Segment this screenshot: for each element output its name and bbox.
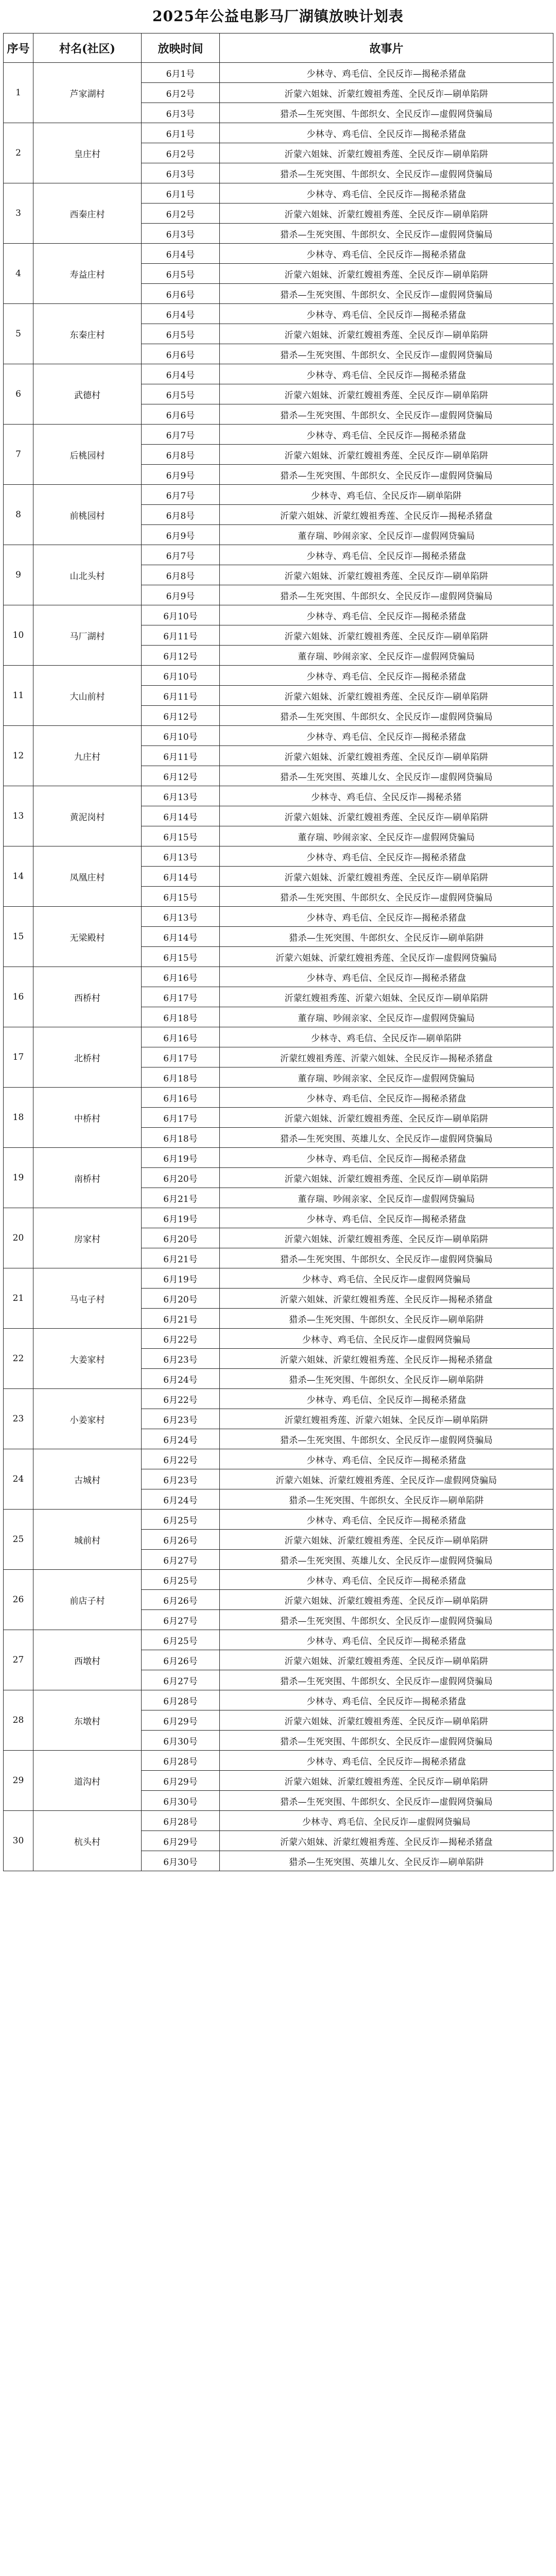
date-cell: 6月1号: [142, 63, 220, 83]
village-cell: 小姜家村: [33, 1389, 142, 1449]
film-cell: 董存瑞、吵闹亲家、全民反诈—虚假网贷骗局: [220, 826, 553, 846]
date-cell: 6月9号: [142, 585, 220, 605]
date-cell: 6月29号: [142, 1710, 220, 1731]
table-row: [4, 1630, 553, 1650]
date-cell: 6月20号: [142, 1168, 220, 1188]
village-cell: 马厂湖村: [33, 605, 142, 666]
film-cell: 少林寺、鸡毛信、全民反诈—揭秘杀猪盘: [220, 1449, 553, 1469]
village-cell: 杭头村: [33, 1811, 142, 1871]
film-cell: 董存瑞、吵闹亲家、全民反诈—虚假网贷骗局: [220, 1067, 553, 1088]
date-cell: 6月22号: [142, 1329, 220, 1349]
table-body: [4, 63, 553, 1871]
seq-cell: 23: [4, 1389, 33, 1449]
table-row: [4, 846, 553, 867]
film-cell: 沂蒙六姐妹、沂蒙红嫂祖秀莲、全民反诈—刷单陷阱: [220, 565, 553, 585]
table-row: [4, 1751, 553, 1771]
village-cell: 房家村: [33, 1208, 142, 1268]
date-cell: 6月21号: [142, 1309, 220, 1329]
table-row: [4, 666, 553, 686]
date-cell: 6月4号: [142, 244, 220, 264]
date-cell: 6月26号: [142, 1590, 220, 1610]
date-cell: 6月10号: [142, 605, 220, 625]
date-cell: 6月4号: [142, 304, 220, 324]
seq-cell: 18: [4, 1088, 33, 1148]
film-cell: 董存瑞、吵闹亲家、全民反诈—虚假网贷骗局: [220, 525, 553, 545]
date-cell: 6月23号: [142, 1469, 220, 1489]
table-row: [4, 1088, 553, 1108]
document-title: 2025年公益电影马厂湖镇放映计划表: [152, 8, 404, 25]
date-cell: 6月4号: [142, 364, 220, 384]
date-cell: 6月27号: [142, 1550, 220, 1570]
village-cell: 凤凰庄村: [33, 846, 142, 907]
table-row: [4, 1811, 553, 1831]
date-cell: 6月1号: [142, 123, 220, 143]
date-cell: 6月22号: [142, 1389, 220, 1409]
seq-cell: 27: [4, 1630, 33, 1690]
film-cell: 少林寺、鸡毛信、全民反诈—揭秘杀猪盘: [220, 1630, 553, 1650]
film-cell: 沂蒙六姐妹、沂蒙红嫂祖秀莲、全民反诈—刷单陷阱: [220, 1168, 553, 1188]
film-cell: 猎杀—生死突围、牛郎织女、全民反诈—虚假网贷骗局: [220, 1670, 553, 1690]
village-cell: 寿益庄村: [33, 244, 142, 304]
film-cell: 少林寺、鸡毛信、全民反诈—揭秘杀猪盘: [220, 666, 553, 686]
village-cell: 黄泥岗村: [33, 786, 142, 846]
table-header-row: [4, 33, 553, 63]
film-cell: 少林寺、鸡毛信、全民反诈—揭秘杀猪: [220, 786, 553, 806]
date-cell: 6月11号: [142, 625, 220, 646]
village-cell: 无梁殿村: [33, 907, 142, 967]
village-cell: 东墩村: [33, 1690, 142, 1751]
seq-cell: 3: [4, 183, 33, 244]
seq-cell: 19: [4, 1148, 33, 1208]
date-cell: 6月6号: [142, 404, 220, 425]
date-cell: 6月29号: [142, 1771, 220, 1791]
film-cell: 少林寺、鸡毛信、全民反诈—揭秘杀猪盘: [220, 1148, 553, 1168]
film-cell: 沂蒙六姐妹、沂蒙红嫂祖秀莲、全民反诈—刷单陷阱: [220, 867, 553, 887]
date-cell: 6月25号: [142, 1510, 220, 1530]
village-cell: 山北头村: [33, 545, 142, 605]
date-cell: 6月2号: [142, 83, 220, 103]
seq-cell: 16: [4, 967, 33, 1027]
film-cell: 猎杀—生死突围、牛郎织女、全民反诈—虚假网贷骗局: [220, 163, 553, 183]
seq-cell: 12: [4, 726, 33, 786]
date-cell: 6月5号: [142, 264, 220, 284]
film-cell: 沂蒙六姐妹、沂蒙红嫂祖秀莲、全民反诈—揭秘杀猪盘: [220, 1831, 553, 1851]
schedule-table: [3, 33, 553, 1871]
film-cell: 少林寺、鸡毛信、全民反诈—揭秘杀猪盘: [220, 726, 553, 746]
date-cell: 6月18号: [142, 1007, 220, 1027]
film-cell: 董存瑞、吵闹亲家、全民反诈—虚假网贷骗局: [220, 646, 553, 666]
film-cell: 猎杀—生死突围、牛郎织女、全民反诈—虚假网贷骗局: [220, 706, 553, 726]
seq-cell: 20: [4, 1208, 33, 1268]
village-cell: 大山前村: [33, 666, 142, 726]
date-cell: 6月7号: [142, 545, 220, 565]
date-cell: 6月13号: [142, 786, 220, 806]
date-cell: 6月11号: [142, 746, 220, 766]
film-cell: 沂蒙红嫂祖秀莲、沂蒙六姐妹、全民反诈—刷单陷阱: [220, 1409, 553, 1429]
film-cell: 少林寺、鸡毛信、全民反诈—虚假网贷骗局: [220, 1329, 553, 1349]
table-row: [4, 967, 553, 987]
film-cell: 少林寺、鸡毛信、全民反诈—虚假网贷骗局: [220, 1268, 553, 1289]
film-cell: 猎杀—生死突围、牛郎织女、全民反诈—刷单陷阱: [220, 927, 553, 947]
date-cell: 6月16号: [142, 1027, 220, 1047]
film-cell: 猎杀—生死突围、牛郎织女、全民反诈—虚假网贷骗局: [220, 465, 553, 485]
date-cell: 6月27号: [142, 1670, 220, 1690]
date-cell: 6月24号: [142, 1429, 220, 1449]
seq-cell: 28: [4, 1690, 33, 1751]
date-cell: 6月24号: [142, 1369, 220, 1389]
date-cell: 6月30号: [142, 1731, 220, 1751]
film-cell: 沂蒙六姐妹、沂蒙红嫂祖秀莲、全民反诈—虚假网贷骗局: [220, 1469, 553, 1489]
date-cell: 6月2号: [142, 204, 220, 224]
film-cell: 少林寺、鸡毛信、全民反诈—揭秘杀猪盘: [220, 1389, 553, 1409]
village-cell: 前店子村: [33, 1570, 142, 1630]
table-row: [4, 1268, 553, 1289]
film-cell: 少林寺、鸡毛信、全民反诈—虚假网贷骗局: [220, 1811, 553, 1831]
date-cell: 6月17号: [142, 1108, 220, 1128]
date-cell: 6月29号: [142, 1831, 220, 1851]
film-cell: 猎杀—生死突围、牛郎织女、全民反诈—刷单陷阱: [220, 1369, 553, 1389]
seq-cell: 2: [4, 123, 33, 183]
date-cell: 6月9号: [142, 525, 220, 545]
film-cell: 沂蒙六姐妹、沂蒙红嫂祖秀莲、全民反诈—刷单陷阱: [220, 1590, 553, 1610]
date-cell: 6月22号: [142, 1449, 220, 1469]
date-cell: 6月26号: [142, 1650, 220, 1670]
table-row: [4, 545, 553, 565]
table-row: [4, 485, 553, 505]
film-cell: 沂蒙红嫂祖秀莲、沂蒙六姐妹、全民反诈—揭秘杀猪盘: [220, 1047, 553, 1067]
seq-cell: 10: [4, 605, 33, 666]
seq-cell: 26: [4, 1570, 33, 1630]
date-cell: 6月8号: [142, 505, 220, 525]
film-cell: 少林寺、鸡毛信、全民反诈—揭秘杀猪盘: [220, 1751, 553, 1771]
village-cell: 芦家湖村: [33, 63, 142, 123]
date-cell: 6月12号: [142, 706, 220, 726]
film-cell: 少林寺、鸡毛信、全民反诈—揭秘杀猪盘: [220, 123, 553, 143]
date-cell: 6月17号: [142, 1047, 220, 1067]
film-cell: 猎杀—生死突围、牛郎织女、全民反诈—虚假网贷骗局: [220, 1429, 553, 1449]
table-row: [4, 726, 553, 746]
seq-cell: 7: [4, 425, 33, 485]
date-cell: 6月24号: [142, 1489, 220, 1510]
date-cell: 6月7号: [142, 485, 220, 505]
table-row: [4, 907, 553, 927]
date-cell: 6月25号: [142, 1570, 220, 1590]
film-cell: 沂蒙六姐妹、沂蒙红嫂祖秀莲、全民反诈—刷单陷阱: [220, 1650, 553, 1670]
film-cell: 沂蒙六姐妹、沂蒙红嫂祖秀莲、全民反诈—刷单陷阱: [220, 806, 553, 826]
date-cell: 6月13号: [142, 846, 220, 867]
film-cell: 沂蒙六姐妹、沂蒙红嫂祖秀莲、全民反诈—揭秘杀猪盘: [220, 1349, 553, 1369]
date-cell: 6月5号: [142, 324, 220, 344]
table-row: [4, 1449, 553, 1469]
table-row: [4, 605, 553, 625]
film-cell: 猎杀—生死突围、牛郎织女、全民反诈—虚假网贷骗局: [220, 404, 553, 425]
date-cell: 6月30号: [142, 1851, 220, 1871]
film-cell: 少林寺、鸡毛信、全民反诈—揭秘杀猪盘: [220, 364, 553, 384]
header-time: 放映时间: [142, 33, 220, 63]
village-cell: 前桃园村: [33, 485, 142, 545]
date-cell: 6月3号: [142, 103, 220, 123]
date-cell: 6月15号: [142, 947, 220, 967]
film-cell: 沂蒙六姐妹、沂蒙红嫂祖秀莲、全民反诈—揭秘杀猪盘: [220, 505, 553, 525]
seq-cell: 25: [4, 1510, 33, 1570]
film-cell: 少林寺、鸡毛信、全民反诈—揭秘杀猪盘: [220, 1088, 553, 1108]
film-cell: 少林寺、鸡毛信、全民反诈—揭秘杀猪盘: [220, 244, 553, 264]
film-cell: 少林寺、鸡毛信、全民反诈—揭秘杀猪盘: [220, 183, 553, 204]
date-cell: 6月26号: [142, 1530, 220, 1550]
village-cell: 西桥村: [33, 967, 142, 1027]
date-cell: 6月15号: [142, 887, 220, 907]
date-cell: 6月12号: [142, 646, 220, 666]
film-cell: 沂蒙六姐妹、沂蒙红嫂祖秀莲、全民反诈—刷单陷阱: [220, 1530, 553, 1550]
village-cell: 马屯子村: [33, 1268, 142, 1329]
film-cell: 猎杀—生死突围、牛郎织女、全民反诈—虚假网贷骗局: [220, 103, 553, 123]
film-cell: 沂蒙六姐妹、沂蒙红嫂祖秀莲、全民反诈—刷单陷阱: [220, 1771, 553, 1791]
date-cell: 6月23号: [142, 1349, 220, 1369]
film-cell: 猎杀—生死突围、牛郎织女、全民反诈—虚假网贷骗局: [220, 1791, 553, 1811]
film-cell: 猎杀—生死突围、英雄儿女、全民反诈—虚假网贷骗局: [220, 1128, 553, 1148]
seq-cell: 6: [4, 364, 33, 425]
date-cell: 6月18号: [142, 1067, 220, 1088]
film-cell: 董存瑞、吵闹亲家、全民反诈—虚假网贷骗局: [220, 1188, 553, 1208]
village-cell: 道沟村: [33, 1751, 142, 1811]
village-cell: 大姜家村: [33, 1329, 142, 1389]
film-cell: 少林寺、鸡毛信、全民反诈—揭秘杀猪盘: [220, 1208, 553, 1228]
date-cell: 6月27号: [142, 1610, 220, 1630]
film-cell: 少林寺、鸡毛信、全民反诈—揭秘杀猪盘: [220, 846, 553, 867]
film-cell: 沂蒙六姐妹、沂蒙红嫂祖秀莲、全民反诈—刷单陷阱: [220, 324, 553, 344]
film-cell: 猎杀—生死突围、牛郎织女、全民反诈—虚假网贷骗局: [220, 224, 553, 244]
film-cell: 沂蒙六姐妹、沂蒙红嫂祖秀莲、全民反诈—刷单陷阱: [220, 1108, 553, 1128]
film-cell: 猎杀—生死突围、牛郎织女、全民反诈—虚假网贷骗局: [220, 344, 553, 364]
date-cell: 6月10号: [142, 666, 220, 686]
seq-cell: 30: [4, 1811, 33, 1871]
date-cell: 6月2号: [142, 143, 220, 163]
film-cell: 少林寺、鸡毛信、全民反诈—揭秘杀猪盘: [220, 1690, 553, 1710]
village-cell: 城前村: [33, 1510, 142, 1570]
seq-cell: 13: [4, 786, 33, 846]
date-cell: 6月20号: [142, 1289, 220, 1309]
film-cell: 少林寺、鸡毛信、全民反诈—揭秘杀猪盘: [220, 967, 553, 987]
date-cell: 6月28号: [142, 1811, 220, 1831]
film-cell: 沂蒙六姐妹、沂蒙红嫂祖秀莲、全民反诈—刷单陷阱: [220, 384, 553, 404]
date-cell: 6月15号: [142, 826, 220, 846]
village-cell: 北桥村: [33, 1027, 142, 1088]
seq-cell: 9: [4, 545, 33, 605]
date-cell: 6月18号: [142, 1128, 220, 1148]
date-cell: 6月17号: [142, 987, 220, 1007]
seq-cell: 24: [4, 1449, 33, 1510]
film-cell: 猎杀—生死突围、牛郎织女、全民反诈—虚假网贷骗局: [220, 1731, 553, 1751]
date-cell: 6月10号: [142, 726, 220, 746]
village-cell: 九庄村: [33, 726, 142, 786]
table-row: [4, 1027, 553, 1047]
film-cell: 猎杀—生死突围、英雄儿女、全民反诈—刷单陷阱: [220, 1851, 553, 1871]
village-cell: 古城村: [33, 1449, 142, 1510]
table-row: [4, 183, 553, 204]
date-cell: 6月19号: [142, 1208, 220, 1228]
table-row: [4, 1570, 553, 1590]
date-cell: 6月21号: [142, 1188, 220, 1208]
village-cell: 西秦庄村: [33, 183, 142, 244]
film-cell: 董存瑞、吵闹亲家、全民反诈—虚假网贷骗局: [220, 1007, 553, 1027]
film-cell: 少林寺、鸡毛信、全民反诈—揭秘杀猪盘: [220, 63, 553, 83]
film-cell: 猎杀—生死突围、牛郎织女、全民反诈—虚假网贷骗局: [220, 284, 553, 304]
film-cell: 猎杀—生死突围、牛郎织女、全民反诈—刷单陷阱: [220, 1309, 553, 1329]
seq-cell: 4: [4, 244, 33, 304]
date-cell: 6月8号: [142, 445, 220, 465]
film-cell: 沂蒙六姐妹、沂蒙红嫂祖秀莲、全民反诈—刷单陷阱: [220, 746, 553, 766]
film-cell: 少林寺、鸡毛信、全民反诈—刷单陷阱: [220, 485, 553, 505]
date-cell: 6月25号: [142, 1630, 220, 1650]
date-cell: 6月14号: [142, 867, 220, 887]
date-cell: 6月19号: [142, 1148, 220, 1168]
table-row: [4, 786, 553, 806]
seq-cell: 11: [4, 666, 33, 726]
film-cell: 猎杀—生死突围、牛郎织女、全民反诈—虚假网贷骗局: [220, 1248, 553, 1268]
film-cell: 少林寺、鸡毛信、全民反诈—揭秘杀猪盘: [220, 605, 553, 625]
film-cell: 沂蒙六姐妹、沂蒙红嫂祖秀莲、全民反诈—虚假网贷骗局: [220, 947, 553, 967]
seq-cell: 29: [4, 1751, 33, 1811]
film-cell: 猎杀—生死突围、牛郎织女、全民反诈—虚假网贷骗局: [220, 585, 553, 605]
film-cell: 沂蒙六姐妹、沂蒙红嫂祖秀莲、全民反诈—刷单陷阱: [220, 83, 553, 103]
date-cell: 6月20号: [142, 1228, 220, 1248]
village-cell: 东秦庄村: [33, 304, 142, 364]
table-row: [4, 1148, 553, 1168]
date-cell: 6月30号: [142, 1791, 220, 1811]
table-row: [4, 1389, 553, 1409]
header-village: 村名(社区): [33, 33, 142, 63]
seq-cell: 8: [4, 485, 33, 545]
film-cell: 沂蒙六姐妹、沂蒙红嫂祖秀莲、全民反诈—揭秘杀猪盘: [220, 1289, 553, 1309]
seq-cell: 1: [4, 63, 33, 123]
film-cell: 沂蒙红嫂祖秀莲、沂蒙六姐妹、全民反诈—刷单陷阱: [220, 987, 553, 1007]
film-cell: 沂蒙六姐妹、沂蒙红嫂祖秀莲、全民反诈—刷单陷阱: [220, 204, 553, 224]
date-cell: 6月28号: [142, 1751, 220, 1771]
table-row: [4, 304, 553, 324]
film-cell: 猎杀—生死突围、牛郎织女、全民反诈—虚假网贷骗局: [220, 887, 553, 907]
header-seq: 序号: [4, 33, 33, 63]
village-cell: 西墩村: [33, 1630, 142, 1690]
seq-cell: 17: [4, 1027, 33, 1088]
village-cell: 中桥村: [33, 1088, 142, 1148]
table-row: [4, 123, 553, 143]
date-cell: 6月28号: [142, 1690, 220, 1710]
film-cell: 少林寺、鸡毛信、全民反诈—揭秘杀猪盘: [220, 545, 553, 565]
film-cell: 猎杀—生死突围、牛郎织女、全民反诈—虚假网贷骗局: [220, 1610, 553, 1630]
film-cell: 少林寺、鸡毛信、全民反诈—揭秘杀猪盘: [220, 425, 553, 445]
date-cell: 6月6号: [142, 344, 220, 364]
film-cell: 猎杀—生死突围、英雄儿女、全民反诈—虚假网贷骗局: [220, 1550, 553, 1570]
film-cell: 少林寺、鸡毛信、全民反诈—揭秘杀猪盘: [220, 1510, 553, 1530]
film-cell: 沂蒙六姐妹、沂蒙红嫂祖秀莲、全民反诈—刷单陷阱: [220, 625, 553, 646]
date-cell: 6月8号: [142, 565, 220, 585]
film-cell: 沂蒙六姐妹、沂蒙红嫂祖秀莲、全民反诈—刷单陷阱: [220, 1710, 553, 1731]
date-cell: 6月6号: [142, 284, 220, 304]
film-cell: 沂蒙六姐妹、沂蒙红嫂祖秀莲、全民反诈—刷单陷阱: [220, 264, 553, 284]
seq-cell: 22: [4, 1329, 33, 1389]
date-cell: 6月7号: [142, 425, 220, 445]
table-row: [4, 63, 553, 83]
film-cell: 沂蒙六姐妹、沂蒙红嫂祖秀莲、全民反诈—刷单陷阱: [220, 445, 553, 465]
seq-cell: 21: [4, 1268, 33, 1329]
date-cell: 6月23号: [142, 1409, 220, 1429]
film-cell: 猎杀—生死突围、英雄儿女、全民反诈—虚假网贷骗局: [220, 766, 553, 786]
film-cell: 沂蒙六姐妹、沂蒙红嫂祖秀莲、全民反诈—刷单陷阱: [220, 143, 553, 163]
date-cell: 6月11号: [142, 686, 220, 706]
table-row: [4, 425, 553, 445]
seq-cell: 15: [4, 907, 33, 967]
seq-cell: 14: [4, 846, 33, 907]
table-row: [4, 1329, 553, 1349]
date-cell: 6月21号: [142, 1248, 220, 1268]
date-cell: 6月16号: [142, 1088, 220, 1108]
date-cell: 6月12号: [142, 766, 220, 786]
seq-cell: 5: [4, 304, 33, 364]
date-cell: 6月1号: [142, 183, 220, 204]
village-cell: 南桥村: [33, 1148, 142, 1208]
date-cell: 6月19号: [142, 1268, 220, 1289]
date-cell: 6月3号: [142, 224, 220, 244]
film-cell: 沂蒙六姐妹、沂蒙红嫂祖秀莲、全民反诈—刷单陷阱: [220, 1228, 553, 1248]
film-cell: 猎杀—生死突围、牛郎织女、全民反诈—刷单陷阱: [220, 1489, 553, 1510]
date-cell: 6月9号: [142, 465, 220, 485]
date-cell: 6月3号: [142, 163, 220, 183]
date-cell: 6月5号: [142, 384, 220, 404]
film-cell: 沂蒙六姐妹、沂蒙红嫂祖秀莲、全民反诈—刷单陷阱: [220, 686, 553, 706]
film-cell: 少林寺、鸡毛信、全民反诈—刷单陷阱: [220, 1027, 553, 1047]
village-cell: 武德村: [33, 364, 142, 425]
film-cell: 少林寺、鸡毛信、全民反诈—揭秘杀猪盘: [220, 1570, 553, 1590]
table-row: [4, 1208, 553, 1228]
table-row: [4, 1510, 553, 1530]
table-row: [4, 1690, 553, 1710]
village-cell: 皇庄村: [33, 123, 142, 183]
table-row: [4, 364, 553, 384]
date-cell: 6月14号: [142, 806, 220, 826]
header-film: 故事片: [220, 33, 553, 63]
film-cell: 少林寺、鸡毛信、全民反诈—揭秘杀猪盘: [220, 304, 553, 324]
table-row: [4, 244, 553, 264]
film-cell: 少林寺、鸡毛信、全民反诈—揭秘杀猪盘: [220, 907, 553, 927]
village-cell: 后桃园村: [33, 425, 142, 485]
date-cell: 6月16号: [142, 967, 220, 987]
date-cell: 6月13号: [142, 907, 220, 927]
date-cell: 6月14号: [142, 927, 220, 947]
